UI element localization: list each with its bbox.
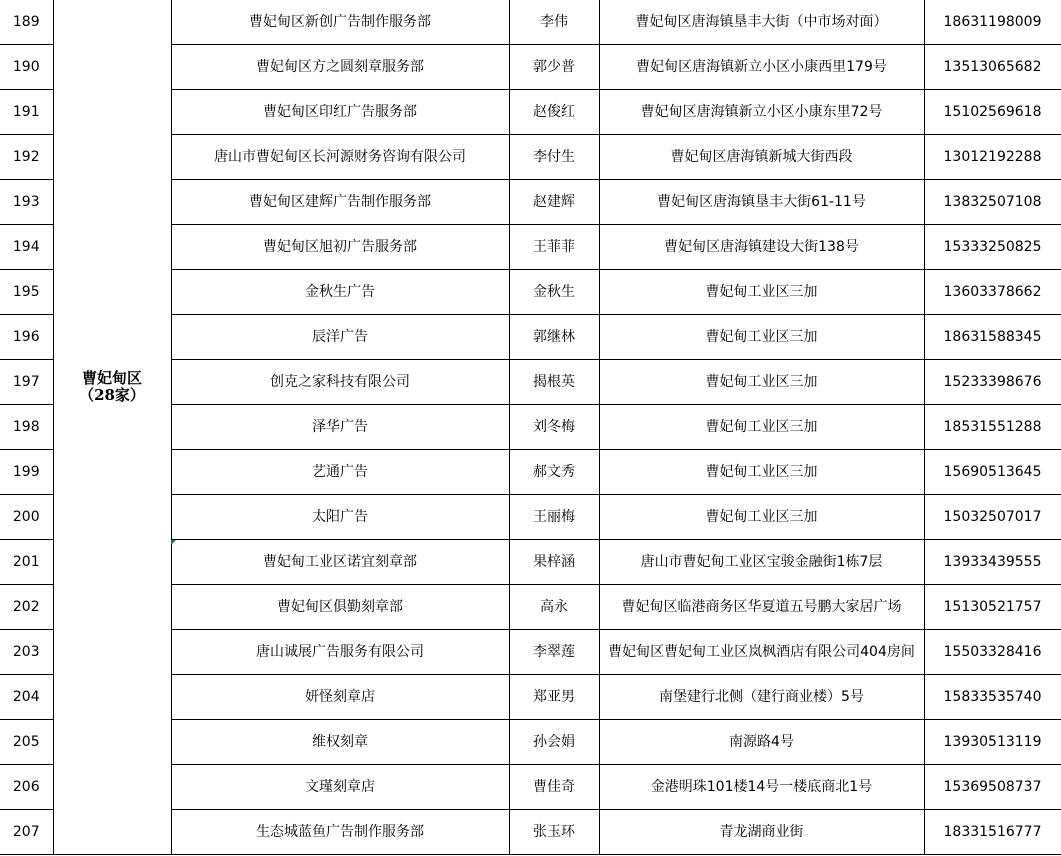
address-cell: 曹妃甸工业区三加 (599, 450, 924, 495)
contact-person-cell: 赵建辉 (509, 180, 599, 225)
row-number-cell: 190 (0, 45, 53, 90)
address-cell: 曹妃甸工业区三加 (599, 405, 924, 450)
phone-cell: 15503328416 (924, 630, 1061, 675)
cell-comment-marker (171, 540, 176, 545)
address-cell: 南源路4号 (599, 720, 924, 765)
phone-cell: 18631198009 (924, 0, 1061, 45)
row-number-cell: 202 (0, 585, 53, 630)
address-cell: 曹妃甸工业区三加 (599, 495, 924, 540)
contact-person-cell: 刘冬梅 (509, 405, 599, 450)
row-number-cell: 191 (0, 90, 53, 135)
company-name-cell: 曹妃甸区建辉广告制作服务部 (171, 180, 509, 225)
phone-cell: 15690513645 (924, 450, 1061, 495)
row-number-cell: 204 (0, 675, 53, 720)
contact-person-cell: 孙会娟 (509, 720, 599, 765)
company-name-cell: 泽华广告 (171, 405, 509, 450)
phone-cell: 15102569618 (924, 90, 1061, 135)
phone-cell: 15369508737 (924, 765, 1061, 810)
company-name-cell: 曹妃甸区新创广告制作服务部 (171, 0, 509, 45)
district-cell (53, 0, 171, 855)
company-name-cell: 曹妃甸区俱勤刻章部 (171, 585, 509, 630)
phone-cell: 13933439555 (924, 540, 1061, 585)
contact-person-cell: 揭根英 (509, 360, 599, 405)
address-cell: 曹妃甸区唐海镇新立小区小康东里72号 (599, 90, 924, 135)
contact-person-cell: 李伟 (509, 0, 599, 45)
contact-person-cell: 张玉环 (509, 810, 599, 855)
address-cell: 曹妃甸区唐海镇新城大街西段 (599, 135, 924, 180)
company-name-cell: 辰洋广告 (171, 315, 509, 360)
row-number-cell: 200 (0, 495, 53, 540)
address-cell: 曹妃甸区曹妃甸工业区岚枫酒店有限公司404房间 (599, 630, 924, 675)
contact-person-cell: 郭继林 (509, 315, 599, 360)
row-number-cell: 206 (0, 765, 53, 810)
address-cell: 青龙湖商业街 (599, 810, 924, 855)
company-name-cell: 维权刻章 (171, 720, 509, 765)
row-number-cell: 201 (0, 540, 53, 585)
phone-cell: 13603378662 (924, 270, 1061, 315)
company-name-cell: 太阳广告 (171, 495, 509, 540)
row-number-cell: 199 (0, 450, 53, 495)
address-cell: 曹妃甸工业区三加 (599, 315, 924, 360)
phone-cell: 15130521757 (924, 585, 1061, 630)
company-name-cell: 妍怪刻章店 (171, 675, 509, 720)
contact-person-cell: 曹佳奇 (509, 765, 599, 810)
company-name-cell: 唐山市曹妃甸区长河源财务咨询有限公司 (171, 135, 509, 180)
row-number-cell: 189 (0, 0, 53, 45)
phone-cell: 18531551288 (924, 405, 1061, 450)
phone-cell: 18331516777 (924, 810, 1061, 855)
company-name-cell: 曹妃甸区方之圆刻章服务部 (171, 45, 509, 90)
company-name-cell: 文瑾刻章店 (171, 765, 509, 810)
phone-cell: 13513065682 (924, 45, 1061, 90)
address-cell: 曹妃甸工业区三加 (599, 270, 924, 315)
contact-person-cell: 郭少普 (509, 45, 599, 90)
phone-cell: 15333250825 (924, 225, 1061, 270)
address-cell: 曹妃甸区临港商务区华夏道五号鹏大家居广场 (599, 585, 924, 630)
phone-cell: 15233398676 (924, 360, 1061, 405)
company-name-cell: 艺通广告 (171, 450, 509, 495)
company-name-cell: 生态城蓝鱼广告制作服务部 (171, 810, 509, 855)
phone-cell: 13832507108 (924, 180, 1061, 225)
company-name-cell: 曹妃甸区印红广告服务部 (171, 90, 509, 135)
contact-person-cell: 王菲菲 (509, 225, 599, 270)
company-name-cell: 曹妃甸工业区诺宜刻章部 (171, 540, 509, 585)
address-cell: 南堡建行北侧（建行商业楼）5号 (599, 675, 924, 720)
address-cell: 金港明珠101楼14号一楼底商北1号 (599, 765, 924, 810)
row-number-cell: 193 (0, 180, 53, 225)
contact-person-cell: 李付生 (509, 135, 599, 180)
phone-cell: 15833535740 (924, 675, 1061, 720)
company-name-cell: 创克之家科技有限公司 (171, 360, 509, 405)
row-number-cell: 192 (0, 135, 53, 180)
address-cell: 曹妃甸区唐海镇垦丰大街（中市场对面） (599, 0, 924, 45)
row-number-cell: 198 (0, 405, 53, 450)
row-number-cell: 194 (0, 225, 53, 270)
address-cell: 曹妃甸区唐海镇建设大街138号 (599, 225, 924, 270)
contact-person-cell: 王丽梅 (509, 495, 599, 540)
phone-cell: 15032507017 (924, 495, 1061, 540)
contact-person-cell: 郑亚男 (509, 675, 599, 720)
phone-cell: 13012192288 (924, 135, 1061, 180)
contact-person-cell: 赵俊红 (509, 90, 599, 135)
contact-person-cell: 高永 (509, 585, 599, 630)
address-cell: 曹妃甸工业区三加 (599, 360, 924, 405)
address-cell: 曹妃甸区唐海镇垦丰大街61-11号 (599, 180, 924, 225)
address-cell: 曹妃甸区唐海镇新立小区小康西里179号 (599, 45, 924, 90)
company-name-cell: 金秋生广告 (171, 270, 509, 315)
company-name-cell: 曹妃甸区旭初广告服务部 (171, 225, 509, 270)
district-count: （28家） (79, 386, 145, 404)
company-name-cell: 唐山诚展广告服务有限公司 (171, 630, 509, 675)
contact-person-cell: 果梓涵 (509, 540, 599, 585)
row-number-cell: 197 (0, 360, 53, 405)
address-cell: 唐山市曹妃甸工业区宝骏金融街1栋7层 (599, 540, 924, 585)
row-number-cell: 205 (0, 720, 53, 765)
district-name: 曹妃甸区 (81, 369, 142, 387)
contact-person-cell: 金秋生 (509, 270, 599, 315)
row-number-cell: 195 (0, 270, 53, 315)
phone-cell: 13930513119 (924, 720, 1061, 765)
row-number-cell: 196 (0, 315, 53, 360)
contact-person-cell: 李翠莲 (509, 630, 599, 675)
phone-cell: 18631588345 (924, 315, 1061, 360)
table-row (0, 0, 1061, 45)
row-number-cell: 207 (0, 810, 53, 855)
row-number-cell: 203 (0, 630, 53, 675)
contact-person-cell: 郝文秀 (509, 450, 599, 495)
